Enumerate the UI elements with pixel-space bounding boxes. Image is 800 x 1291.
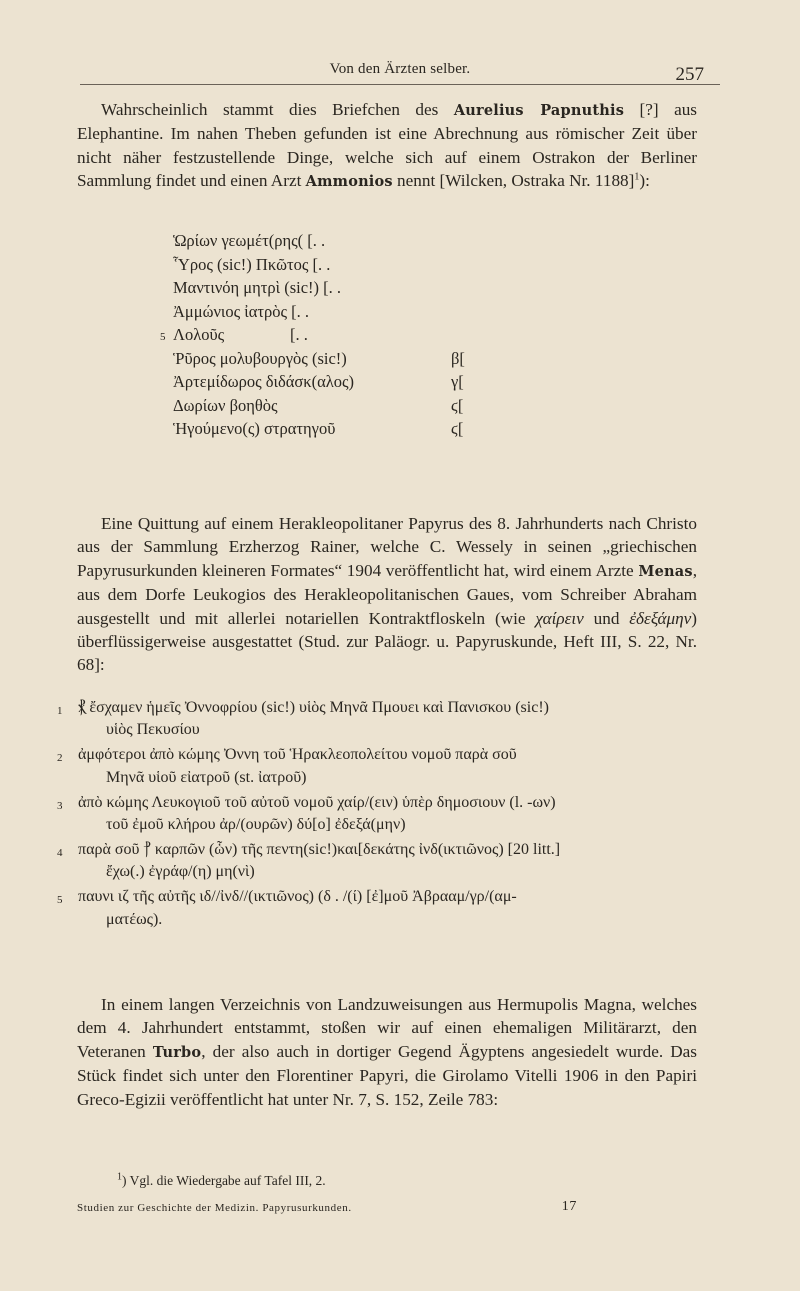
papyrus-line [57, 744, 703, 789]
papyrus-line-text: ἀπὸ κώμης Λευκογιοῦ τοῦ αὐτοῦ νομοῦ χαίρ/(ειν) ὑπὲρ δημοσιουν (l. -ων) [78, 793, 556, 811]
papyrus-greek-text [57, 697, 703, 934]
footnote-text: ) Vgl. die Wiedergabe auf Tafel III, 2. [122, 1173, 326, 1188]
line-number: 4 [57, 846, 63, 859]
ostrakon-amount: β[ [451, 348, 465, 368]
greek-term-edexamen: ἐδεξάμην [629, 608, 692, 628]
signature-text: Studien zur Geschichte der Medizin. Papyrusurkunden. [77, 1202, 352, 1214]
papyrus-line-continuation: ματέως). [106, 910, 163, 928]
name-ammonios: Ammonios [305, 173, 393, 191]
signature-number: 17 [561, 1199, 577, 1214]
running-head-title: Von den Ärzten selber. [329, 61, 471, 77]
paragraph-text: In einem langen Verzeichnis von Landzuweisungen aus Hermupolis Magna, welches dem 4. Jahrhundert entstammt, stoßen wir auf einen ehemaligen Militärarzt, den Veteranen Turbo, der also auch in dortiger Gegend Ägyptens angesiedelt wurde. Das Stück findet sich unter den Florentiner Papyri, die Girolamo Vitelli 1906 in den Papiri Greco-Egizii veröffentlicht hat unter Nr. 7, S. 152, Zeile 783: [77, 995, 697, 1109]
paragraph-turbo [77, 993, 697, 1111]
ostrakon-entry: Ὡρίων γεωμέτ(ρης( [. . [173, 231, 326, 250]
papyrus-line-text: ⳩ ἔσχαμεν ἡμεῖς Ὀννοφρίου (sic!) υἱὸς Μηνᾶ Πμουει καὶ Πανισκου (sic!) [78, 699, 549, 716]
line-number: 3 [57, 799, 63, 812]
ostrakon-line [173, 417, 493, 441]
signature-line [77, 1199, 697, 1214]
ostrakon-line [160, 323, 493, 347]
ostrakon-entry: Δωρίων βοηθὸς [173, 395, 278, 415]
paragraph-text: Wahrscheinlich stammt dies Briefchen des Aurelius Papnuthis [?] aus Elephantine. Im nahen Theben gefunden ist eine Abrechnung aus römischer Zeit über nicht näher festzustellende Dinge, welche sich auf einem Ostrakon der Berliner Sammlung findet und einen Arzt Ammonios nennt [Wilcken, Ostraka Nr. 1188]$^1$): [77, 100, 697, 191]
papyrus-line [57, 886, 703, 931]
ostrakon-entry: Μαντινόη μητρὶ (sic!) [. . [173, 278, 342, 297]
greek-term-chairein: χαίρειν [535, 608, 584, 628]
ostrakon-line [173, 276, 493, 300]
ostrakon-entry: Ὗρος (sic!) Πκῶτος [. . [173, 254, 331, 274]
ostrakon-greek-list [160, 229, 493, 441]
papyrus-line-text: παυνι ιζ τῆς αὐτῆς ιδ//ἰνδ//(ικτιῶνος) (δ . /(ί) [ἐ]μοῦ Ἀβρααμ/γρ/(αμ- [78, 888, 517, 906]
line-number: 1 [57, 705, 63, 717]
papyrus-line-continuation: Μηνᾶ υἱοῦ εἰατροῦ (st. ἰατροῦ) [106, 768, 307, 786]
line-number: 5 [57, 894, 63, 907]
line-number: 5 [160, 331, 166, 343]
ostrakon-line [173, 253, 493, 277]
ostrakon-amount: [. . [290, 325, 308, 344]
footnote [77, 1172, 697, 1190]
footnote-reference: 1 [634, 171, 640, 183]
papyrus-line-text: παρὰ σοῦ ⳨ καρπῶν (ὧν) τῆς πεντη(sic!)και[δεκάτης ἰνδ(ικτιῶνος) [20 litt.] [78, 840, 561, 858]
name-turbo: Turbo [152, 1043, 202, 1061]
ostrakon-amount: γ[ [451, 372, 464, 391]
ostrakon-entry: Ἡγούμενο(ς) στρατηγοῦ [173, 419, 336, 438]
paragraph-intro [77, 98, 697, 194]
papyrus-line-continuation: τοῦ ἐμοῦ κλήρου ἀρ/(ουρῶν) δύ[ο] ἐδεξά(μην) [106, 816, 406, 834]
line-number: 2 [57, 752, 63, 765]
footnote-mark: 1 [117, 1171, 122, 1183]
papyrus-line [57, 839, 703, 884]
papyrus-line [57, 792, 703, 837]
papyrus-line-continuation: υἱὸς Πεκυσίου [106, 721, 200, 739]
ostrakon-line [173, 347, 493, 371]
papyrus-line-text: ἀμφότεροι ἀπὸ κώμης Ὀννη τοῦ Ἡρακλεοπολείτου νομοῦ παρὰ σοῦ [78, 746, 517, 764]
page-number: 257 [675, 64, 704, 85]
name-aurelius-papnuthis: Aurelius Papnuthis [453, 102, 625, 119]
running-head [80, 58, 720, 88]
ostrakon-amount: ϛ[ [451, 395, 464, 415]
ostrakon-entry: Ἀμμώνιος ἰατρὸς [. . [173, 301, 310, 321]
paragraph-text: Eine Quittung auf einem Herakleopolitaner Papyrus des 8. Jahrhunderts nach Christo aus der Sammlung Erzherzog Rainer, welche C. Wessely in seinen „griechischen Papyrusurkunden kleineren Formates“ 1904 veröffentlicht hat, wird einem Arzte Menas, aus dem Dorfe Leukogios des Herakleopolitanischen Gaues, vom Schreiber Abraham ausgestellt und mit allerlei notariellen Kontraktfloskeln (wie χαίρειν und ἐδεξάμην) überflüssigerweise ausgestattet (Stud. zur Paläogr. u. Papyruskunde, Heft III, S. 22, Nr. 68]: [77, 514, 697, 675]
footnote-area [77, 1172, 697, 1214]
name-menas: Menas [638, 562, 693, 580]
ostrakon-amount: ϛ[ [451, 419, 464, 438]
ostrakon-entry: Ἀρτεμίδωρος διδάσκ(αλος) [173, 372, 355, 391]
ostrakon-entry: Ῥῦρος μολυβουργὸς (sic!) [173, 348, 347, 368]
header-rule [80, 84, 720, 85]
ostrakon-line [173, 229, 493, 253]
ostrakon-line [173, 370, 493, 394]
papyrus-line-continuation: ἔχω(.) ἐγράφ/(η) μη(νὶ) [106, 863, 255, 881]
ostrakon-entry: Λολοῦς [173, 325, 225, 344]
paragraph-quittung [77, 512, 697, 677]
papyrus-line [57, 697, 703, 742]
ostrakon-line [173, 394, 493, 418]
ostrakon-line [173, 300, 493, 324]
